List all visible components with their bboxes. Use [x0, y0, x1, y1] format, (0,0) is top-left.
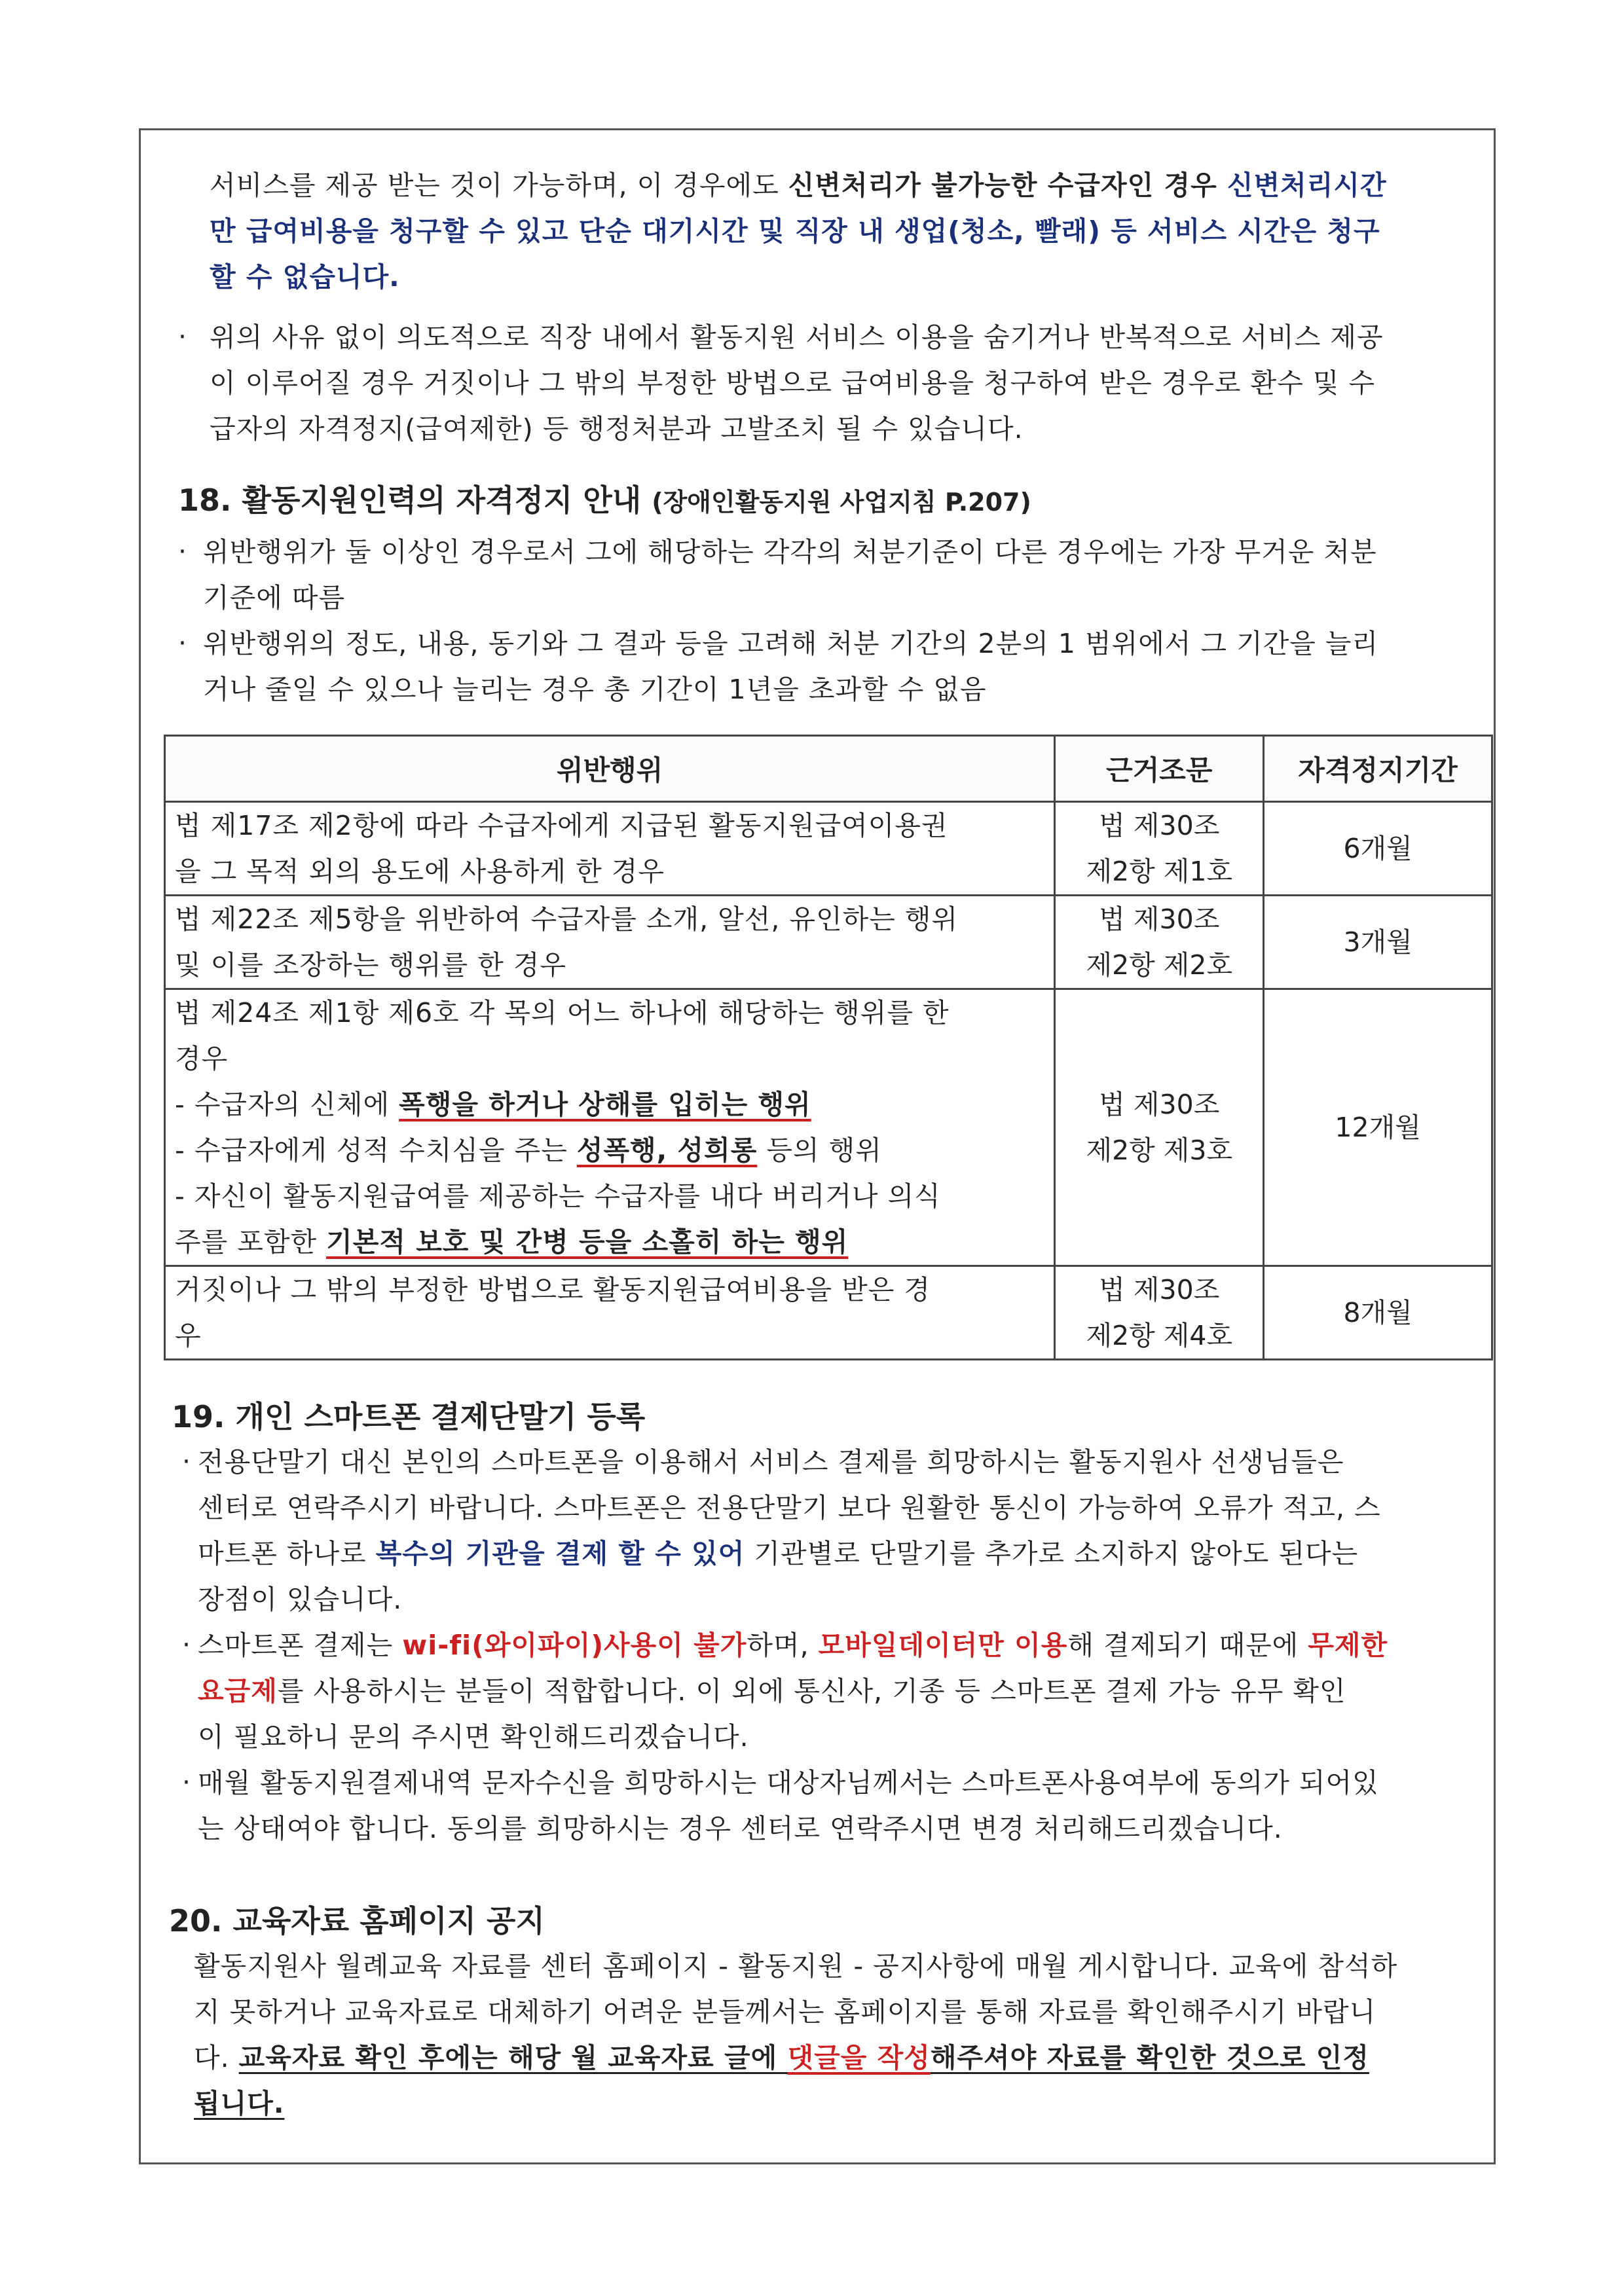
law-cell: 법 제30조 제2항 제1호	[1055, 802, 1264, 896]
violation-table	[164, 735, 1493, 1360]
period-cell: 12개월	[1264, 989, 1492, 1266]
section-18-title: 18. 활동지원인력의 자격정지 안내 (장애인활동지원 사업지침 P.207)	[178, 483, 1031, 518]
table-row	[165, 896, 1492, 989]
s19-bullet-1: 전용단말기 대신 본인의 스마트폰을 이용해서 서비스 결제를 희망하시는 활동지원사 선생님들은 센터로 연락주시기 바랍니다. 스마트폰은 전용단말기 보다 원활한 통신이 가능하여 오류가 적고, 스 마트폰 하나로 복수의 기관을 결제 할 수 있어 기관별로 단말기를 추가로 소지하지 않아도 된다는 장점이 있습니다.	[198, 1446, 1381, 1615]
bullet-dot: ·	[178, 321, 187, 352]
violation-cell: 거짓이나 그 밖의 부정한 방법으로 활동지원급여비용을 받은 경 우	[165, 1266, 1055, 1360]
section-20-title: 20. 교육자료 홈페이지 공지	[169, 1903, 545, 1939]
law-cell: 법 제30조 제2항 제4호	[1055, 1266, 1264, 1360]
header-period: 자격정지기간	[1264, 736, 1492, 802]
section-19-title: 19. 개인 스마트폰 결제단말기 등록	[172, 1399, 646, 1434]
intro-paragraph	[210, 162, 1454, 300]
bullet-dot: ·	[182, 1629, 191, 1660]
period-cell: 8개월	[1264, 1266, 1492, 1360]
law-cell: 법 제30조 제2항 제2호	[1055, 896, 1264, 989]
table-row	[165, 989, 1492, 1266]
table-row	[165, 802, 1492, 896]
table-header-row	[165, 736, 1492, 802]
intro-line-3: 할 수 없습니다.	[210, 261, 400, 293]
section-18-reference: (장애인활동지원 사업지침 P.207)	[652, 488, 1031, 517]
s19-bullet-2: 스마트폰 결제는 wi-fi(와이파이)사용이 불가하며, 모바일데이터만 이용해 결제되기 때문에 무제한 요금제를 사용하시는 분들이 적합합니다. 이 외에 통신사, 기종 등 스마트폰 결제 가능 유무 확인 이 필요하니 문의 주시면 확인해드리겠습니다.	[198, 1630, 1388, 1753]
intro-line-1: 서비스를 제공 받는 것이 가능하며, 이 경우에도 신변처리가 불가능한 수급자인 경우 신변처리시간	[210, 170, 1387, 201]
s18-bullet-1: 위반행위가 둘 이상인 경우로서 그에 해당하는 각각의 처분기준이 다른 경우에는 가장 무거운 처분 기준에 따름	[203, 536, 1377, 613]
bullet-dot: ·	[178, 536, 187, 567]
header-law: 근거조문	[1055, 736, 1264, 802]
table-row	[165, 1266, 1492, 1360]
header-violation: 위반행위	[165, 736, 1055, 802]
bullet-dot: ·	[182, 1766, 191, 1798]
intro-bullet: 위의 사유 없이 의도적으로 직장 내에서 활동지원 서비스 이용을 숨기거나 반복적으로 서비스 제공 이 이루어질 경우 거짓이나 그 밖의 부정한 방법으로 급여비용을 청구하여 받은 경우로 환수 및 수 급자의 자격정지(급여제한) 등 행정처분과 고발조치 될 수 있습니다.	[210, 321, 1384, 445]
violation-cell: 법 제22조 제5항을 위반하여 수급자를 소개, 알선, 유인하는 행위 및 이를 조장하는 행위를 한 경우	[165, 896, 1055, 989]
violation-cell: 법 제24조 제1항 제6호 각 목의 어느 하나에 해당하는 행위를 한 경우 - 수급자의 신체에 폭행을 하거나 상해를 입히는 행위 - 수급자에게 성적 수치심을 주는 성폭행, 성희롱 등의 행위 - 자신이 활동지원급여를 제공하는 수급자를 내다 버리거나 의식 주를 포함한 기본적 보호 및 간병 등을 소홀히 하는 행위	[165, 989, 1055, 1266]
law-cell: 법 제30조 제2항 제3호	[1055, 989, 1264, 1266]
violation-cell: 법 제17조 제2항에 따라 수급자에게 지급된 활동지원급여이용권 을 그 목적 외의 용도에 사용하게 한 경우	[165, 802, 1055, 896]
intro-line-2: 만 급여비용을 청구할 수 있고 단순 대기시간 및 직장 내 생업(청소, 빨래) 등 서비스 시간은 청구	[210, 215, 1380, 247]
s18-bullet-2: 위반행위의 정도, 내용, 동기와 그 결과 등을 고려해 처분 기간의 2분의 1 범위에서 그 기간을 늘리 거나 줄일 수 있으나 늘리는 경우 총 기간이 1년을 초과할 수 없음	[203, 628, 1379, 705]
period-cell: 6개월	[1264, 802, 1492, 896]
bullet-dot: ·	[182, 1446, 191, 1477]
bullet-dot: ·	[178, 627, 187, 659]
s19-bullet-3: 매월 활동지원결제내역 문자수신을 희망하시는 대상자님께서는 스마트폰사용여부에 동의가 되어있 는 상태여야 합니다. 동의를 희망하시는 경우 센터로 연락주시면 변경 처리해드리겠습니다.	[198, 1767, 1379, 1844]
s20-paragraph: 활동지원사 월례교육 자료를 센터 홈페이지 - 활동지원 - 공지사항에 매월 게시합니다. 교육에 참석하 지 못하거나 교육자료로 대체하기 어려운 분들께서는 홈페이지를 통해 자료를 확인해주시기 바랍니 다. 교육자료 확인 후에는 해당 월 교육자료 글에 댓글을 작성해주셔야 자료를 확인한 것으로 인정 됩니다.	[194, 1950, 1398, 2119]
period-cell: 3개월	[1264, 896, 1492, 989]
